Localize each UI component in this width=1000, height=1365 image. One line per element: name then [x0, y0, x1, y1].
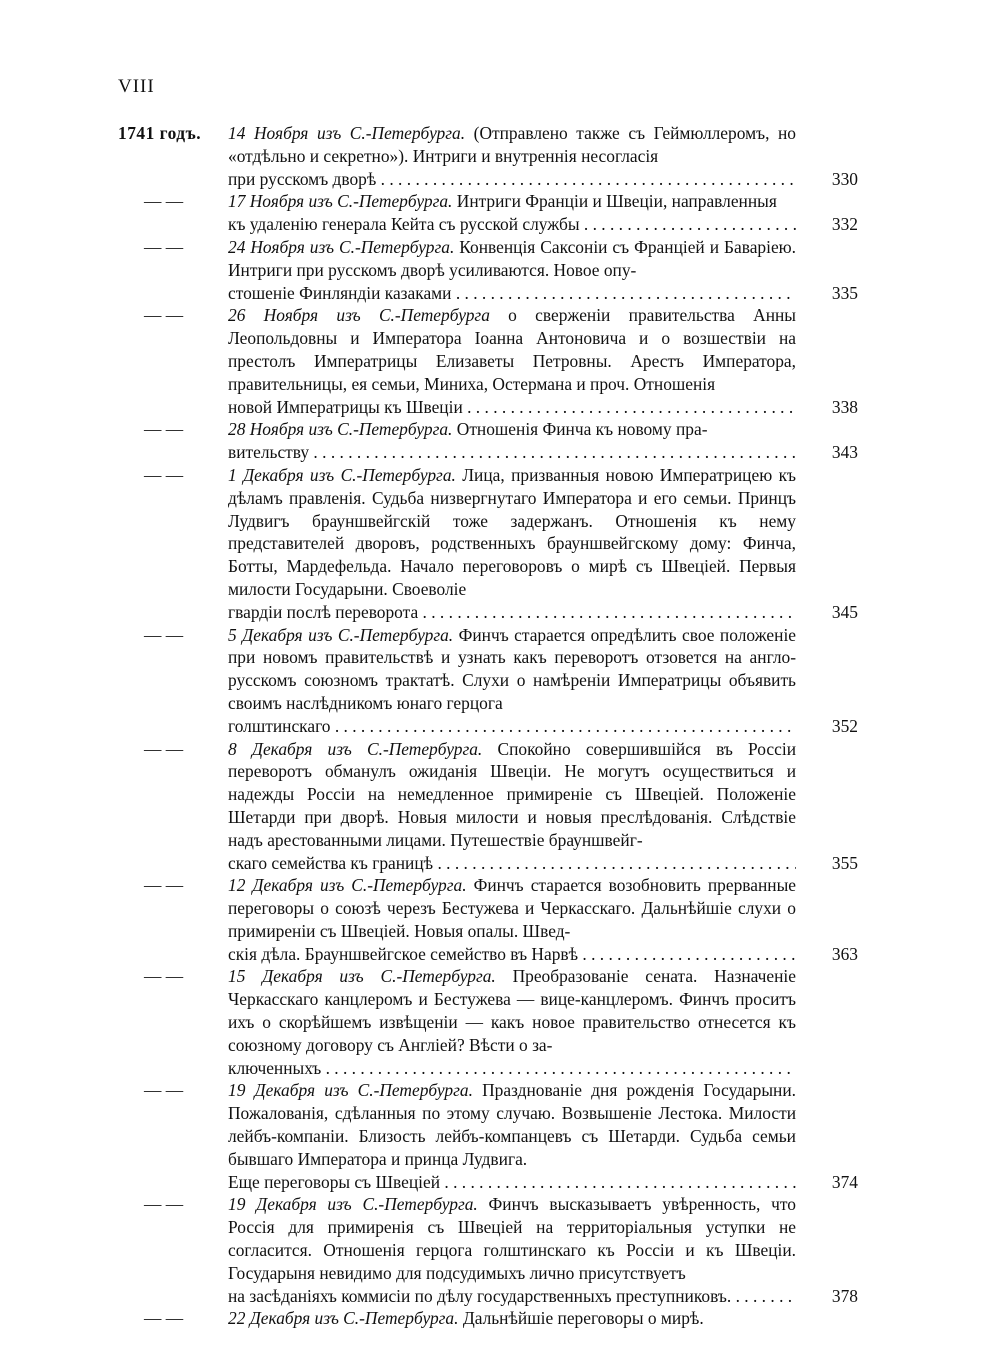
entry-text: Спокойно совершившійся въ Россіи переворотъ обманулъ ожиданія Швеціи. Не могутъ осуществиться и надежды Россіи на немедленное примиреніе съ Швеціей. Положеніе Шетарди при дворѣ. Новыя милости и новыя преслѣдованія. Слѣдствіе надъ арестованными лицами. Путешествіе брауншвейг-	[228, 738, 797, 850]
leader-dots	[418, 602, 796, 622]
entry-page-number: 330	[831, 168, 858, 189]
leader-dots	[376, 169, 796, 189]
entry-body	[228, 236, 796, 304]
leader-dots	[330, 716, 796, 736]
entry-page-number: 355	[831, 852, 858, 873]
ditto-dashes: — —	[144, 419, 184, 440]
entry-date: 15 Декабря изъ С.-Петербурга.	[228, 966, 496, 987]
ditto-dashes: — —	[144, 738, 184, 759]
entry-page-number: 332	[831, 214, 858, 235]
entry-text: Финчъ старается опредѣлить свое положеніе при новомъ правительствѣ и узнать какъ переворотъ отзовется на англо-русскомъ союзномъ трактатѣ. Слухи о намѣреніи Императрицы объявить своимъ наслѣдникомъ юнаго герцога	[228, 624, 797, 713]
entry-body	[228, 1193, 796, 1307]
ditto-dashes: — —	[144, 875, 184, 896]
toc-entry	[118, 738, 858, 875]
entry-date: 5 Декабря изъ С.-Петербурга.	[228, 624, 454, 645]
entry-last-line	[228, 1285, 796, 1308]
entry-date: 8 Декабря изъ С.-Петербурга.	[228, 738, 483, 759]
entry-last-line	[228, 1057, 796, 1080]
entry-last-line-text: голштинскаго	[228, 715, 331, 736]
ditto-dashes: — —	[144, 305, 184, 326]
leader-dots	[309, 442, 796, 462]
ditto-dashes: — —	[144, 464, 184, 485]
entry-body	[228, 738, 796, 875]
entry-body	[228, 874, 796, 965]
entry-text: Интриги Франціи и Швеціи, направленныя	[452, 191, 777, 212]
entry-page-number: 343	[831, 442, 858, 463]
entry-page-number: 338	[831, 396, 858, 417]
entry-page-number: 363	[831, 943, 858, 964]
entry-last-line-text: Еще переговоры съ Швеціей	[228, 1171, 441, 1192]
leader-dots	[451, 283, 796, 303]
entry-date: 1 Декабря изъ С.-Петербурга.	[228, 464, 456, 485]
entry-last-line-text: вительству	[228, 442, 310, 463]
entry-last-line	[228, 441, 796, 464]
ditto-dashes: — —	[144, 1194, 184, 1215]
entry-last-line-text: при русскомъ дворѣ	[228, 168, 377, 189]
entry-text: Финчъ высказываетъ увѣренность, что Россія для примиренія съ Швеціей на территоріальныя уступки не согласится. Отношенія герцога голштинскаго къ Россіи и къ Швеціи. Государыня невидимо для подсудимыхъ лично присутствуетъ	[228, 1194, 796, 1283]
entry-text: Конвенція Саксоніи съ Франціей и Баваріею. Интриги при русскомъ дворѣ усиливаются. Новое опу-	[228, 236, 796, 280]
entry-date: 14 Ноября изъ С.-Петербурга.	[228, 123, 466, 143]
entry-last-line-text: къ удаленію генерала Кейта съ русской службы	[228, 214, 580, 235]
entry-date: 19 Декабря изъ С.-Петербурга.	[228, 1194, 478, 1215]
entry-last-line-text: ключенныхъ	[228, 1057, 322, 1078]
toc-entry	[118, 236, 858, 304]
toc-entry	[118, 304, 858, 418]
entry-last-line	[228, 282, 796, 305]
entry-last-line-text: скія дѣла. Брауншвейгское семейство въ Нарвѣ	[228, 943, 579, 964]
entry-body	[228, 1079, 796, 1193]
entry-date: 24 Ноября изъ С.-Петербурга.	[228, 236, 455, 257]
leader-dots	[731, 1286, 796, 1306]
entry-last-line-text: гвардіи послѣ переворота	[228, 601, 419, 622]
entry-date: 28 Ноября изъ С.-Петербурга.	[228, 419, 453, 440]
entry-body	[228, 624, 796, 738]
entry-date: 17 Ноября изъ С.-Петербурга.	[228, 191, 453, 212]
entry-text: Финчъ старается возобновить прерванные переговоры о союзѣ черезъ Бестужева и Черкасскаго. Дальнѣйшіе слухи о примиреніи съ Швеціей. Новыя опалы. Швед-	[228, 875, 796, 941]
entry-last-line	[228, 943, 796, 966]
table-of-contents	[118, 122, 858, 1330]
entry-body	[228, 190, 796, 236]
entry-page-number: 378	[831, 1285, 858, 1306]
entry-body	[228, 418, 796, 464]
entry-body	[228, 122, 796, 190]
toc-entry	[118, 1079, 858, 1193]
entry-text: Лица, призванныя новою Императрицею къ дѣламъ правленія. Судьба низвергнутаго Императора и его семьи. Принцъ Лудвигъ брауншвейгскій тоже задержанъ. Отношенія къ нему представителей дворовъ, родственныхъ брауншвейгскому дому: Финча, Ботты, Мардефельда. Начало переговоровъ о мирѣ съ Швеціей. Первыя милости Государыни. Своеволіе	[228, 464, 797, 599]
toc-entry	[118, 874, 858, 965]
leader-dots	[321, 1058, 796, 1078]
ditto-dashes: — —	[144, 191, 184, 212]
leader-dots	[463, 397, 796, 417]
entry-last-line	[228, 213, 796, 236]
entry-date: 19 Декабря изъ С.-Петербурга.	[228, 1080, 473, 1101]
entry-text: Дальнѣйшіе переговоры о мирѣ.	[458, 1308, 704, 1329]
entry-last-line	[228, 1171, 796, 1194]
entry-text: Празднованіе дня рожденія Государыни. Пожалованія, сдѣланныя по этому случаю. Возвышеніе Лестока. Милости лейбъ-компаніи. Близость лейбъ-компанцевъ съ Шетарди. Судьба семьи бывшаго Императора и принца Лудвига.	[228, 1080, 796, 1169]
entry-last-line-text: на засѣданіяхъ коммисіи по дѣлу государственныхъ преступниковъ.	[228, 1285, 732, 1306]
leader-dots	[440, 1172, 796, 1192]
entry-last-line	[228, 715, 796, 738]
entry-last-line	[228, 168, 796, 191]
entry-date: 26 Ноября изъ С.-Петербурга	[228, 305, 490, 326]
toc-entry	[118, 418, 858, 464]
entry-page-number: 335	[831, 282, 858, 303]
entry-body	[228, 965, 796, 1079]
entry-body	[228, 304, 796, 418]
toc-entry	[118, 464, 858, 624]
leader-dots	[433, 853, 796, 873]
ditto-dashes: — —	[144, 1080, 184, 1101]
leader-dots	[580, 214, 796, 234]
entry-text: (Отправлено также съ Геймюллеромъ, но «отдѣльно и секретно»). Интриги и внутреннія несогласія	[228, 123, 797, 166]
entry-last-line-text: стошеніе Финляндіи казаками	[228, 282, 452, 303]
entry-page-number: 352	[831, 715, 858, 736]
toc-entry	[118, 965, 858, 1079]
toc-entry	[118, 1307, 858, 1330]
entry-date: 12 Декабря изъ С.-Петербурга.	[228, 875, 467, 896]
entry-date: 22 Декабря изъ С.-Петербурга.	[228, 1308, 459, 1329]
entry-text: Отношенія Финча къ новому пра-	[452, 419, 708, 440]
ditto-dashes: — —	[144, 236, 184, 257]
leader-dots	[578, 944, 796, 964]
entry-body	[228, 1307, 796, 1330]
entry-last-line	[228, 852, 796, 875]
entry-last-line-text: новой Императрицы къ Швеціи	[228, 396, 463, 417]
entry-last-line	[228, 396, 796, 419]
entry-page-number: 345	[831, 601, 858, 622]
toc-entry	[118, 624, 858, 738]
toc-entry	[118, 1193, 858, 1307]
entry-text: Преобразованіе сената. Назначеніе Черкасскаго канцлеромъ и Бестужева — вице-канцлеромъ. Финчъ проситъ ихъ о скорѣйшемъ извѣщеніи — какъ новое правительство отнесется къ союзному договору съ Англіей? Вѣсти о за-	[228, 966, 796, 1055]
toc-entry	[118, 190, 858, 236]
ditto-dashes: — —	[144, 1308, 184, 1329]
ditto-dashes: — —	[144, 966, 184, 987]
page-number: VIII	[118, 76, 155, 97]
entry-body	[228, 464, 796, 624]
entry-text: о сверженіи правительства Анны Леопольдовны и Императора Іоанна Антоновича и о возшествіи на престолъ Императрицы Елизаветы Петровны. Арестъ Императора, правительницы, ея семьи, Миниха, Остермана и проч. Отношенія	[228, 305, 796, 394]
year-label: 1741 годъ.	[118, 123, 202, 143]
toc-entry	[118, 122, 858, 190]
entry-page-number: 374	[831, 1171, 858, 1192]
entry-last-line	[228, 601, 796, 624]
entry-last-line-text: скаго семейства къ границѣ	[228, 852, 434, 873]
ditto-dashes: — —	[144, 624, 184, 645]
